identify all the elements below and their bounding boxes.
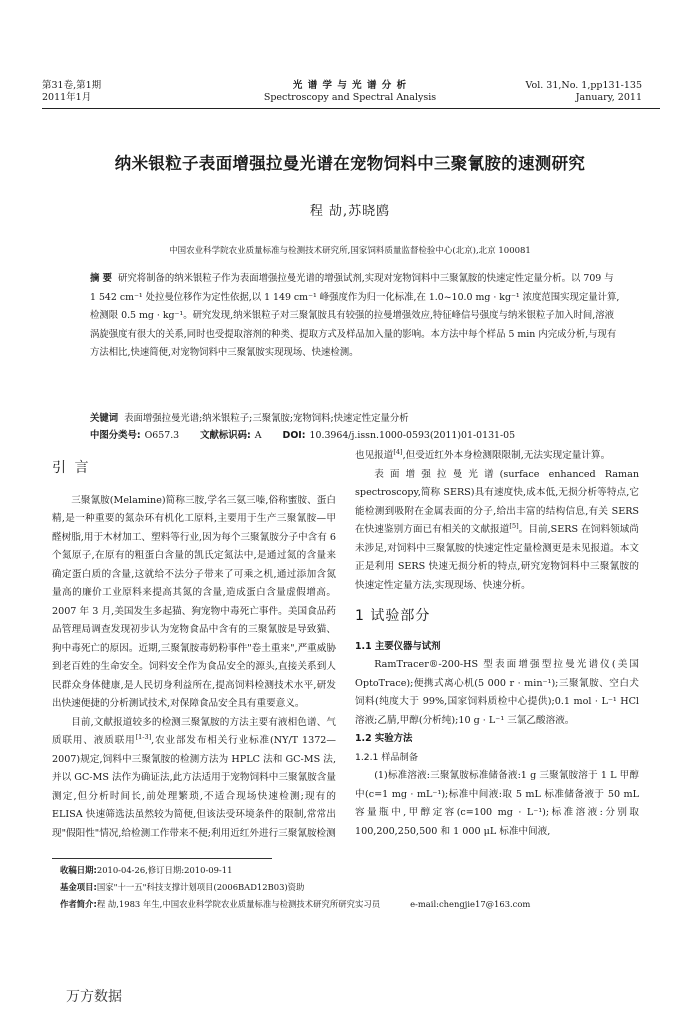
- footnote-fund: [60, 881, 660, 893]
- intro-cont-text-a: 也见报道: [355, 450, 394, 461]
- intro-paragraph-1: [52, 492, 336, 714]
- citation-5[interactable]: [5]: [509, 521, 519, 530]
- intro-paragraph-continued: [355, 447, 639, 466]
- header-rule: [42, 108, 660, 109]
- citation-4[interactable]: [4]: [393, 447, 403, 456]
- sers-paragraph-text-a: 表面增强拉曼光谱(surface enhanced Raman spectroscopy,简称 SERS)具有速度快,成本低,无损分析等特点,它能检测到吸附在金属表面的分子,给出丰富的结构信息,有关 SERS 在快速鉴别方面已有相关的文献报道: [355, 468, 639, 535]
- paper-affiliation: 中国农业科学院农业质量标准与检测技术研究所,国家饲料质量监督检验中心(北京),北京 100081: [169, 246, 531, 256]
- section-heading-experimental: 1 试验部分: [355, 608, 431, 624]
- abstract-label: 摘 要: [90, 273, 113, 284]
- abstract-text: 研究将制备的纳米银粒子作为表面增强拉曼光谱的增强试剂,实现对宠物饲料中三聚氰胺的快速定性定量分析。以 709 与 1 542 cm⁻¹ 处拉曼位移作为定性依据,以 1 149 cm⁻¹ 峰强度作为归一化标准,在 1.0~10.0 mg · kg⁻¹ 浓度范围实现定量计算,检测限 0.5 mg · kg⁻¹。研究发现,纳米银粒子对三聚氰胺具有较强的拉曼增强效应,特征峰信号强度与纳米银粒子加入时间,溶液涡旋强度有很大的关系,同时也受提取溶剂的种类、提取方式及样品加入量的影响。本方法中每个样品 5 min 内完成分析,与现有方法相比,快速简便,对宠物饲料中三聚氰胺实现现场、快速检测。: [90, 273, 620, 359]
- author-text: 程 劼,1983 年生,中国农业科学院农业质量标准与检测技术研究所研究实习员: [96, 899, 381, 909]
- header-volume-cn: 第31卷,第1期: [42, 80, 102, 91]
- intro-paragraph-2: [52, 714, 336, 844]
- left-column: [52, 447, 336, 843]
- section-heading-introduction: 引 言: [52, 460, 91, 476]
- fund-text: 国家"十一五"科技支撑计划项目(2006BAD12B03)资助: [96, 882, 305, 892]
- keywords-label: 关键词: [90, 413, 119, 424]
- header-date-en: January, 2011: [575, 92, 642, 103]
- abstract: [90, 270, 620, 363]
- footnote-received: [60, 864, 660, 876]
- intro-paragraph-2-text-b: ,农业部发布相关行业标准(NY/T 1372—2007)规定,饲料中三聚氰胺的检测方法为 HPLC 法和 GC-MS 法,并以 GC-MS 法作为确证法,此方法适用于宠物饲料中三聚氰胺含量测定,但分析时间长,前处理繁琐,不适合现场快速检测;现有的 ELISA 快速筛选法虽然较为简便,但该法受环境条件的限制,常常出现"假阳性"情况,给检测工作带来不便;利用近红外进行三聚氰胺检测: [52, 735, 336, 839]
- intro-paragraph-2-text-a: 目前,文献报道较多的检测三聚氰胺的方法主要有液相色谱、气质联用、液质联用: [52, 716, 336, 746]
- paper-title: 纳米银粒子表面增强拉曼光谱在宠物饲料中三聚氰胺的速测研究: [114, 154, 586, 173]
- instruments-paragraph: RamTracer®-200-HS 型表面增强型拉曼光谱仪(美国 OptoTrace);便携式离心机(5 000 r · min⁻¹);三聚氰胺、空白犬饲料(纯度大于 99%,国家饲料质检中心提供);0.1 mol · L⁻¹ HCl 溶液;乙腈,甲醇(分析纯);10 g · L⁻¹ 三氯乙酸溶液。: [355, 659, 639, 726]
- received-label: 收稿日期:: [60, 865, 97, 875]
- sers-paragraph-text-b: 。目前,SERS 在饲料领域尚未涉足,对饲料中三聚氰胺的快速定性定量检测更是未见报道。本文正是利用 SERS 快速无损分析的特点,研究宠物饲料中三聚氰胺的快速定性定量方法,实现现场、快速分析。: [355, 524, 639, 591]
- sers-paragraph: [355, 466, 639, 596]
- intro-cont-text-b: ,但受近红外本身检测限限制,无法实现定量计算。: [402, 450, 611, 461]
- citation-1-3[interactable]: [1-3]: [135, 732, 152, 741]
- doc-code-label: 文献标识码:: [200, 430, 251, 441]
- received-text: 2010-04-26,修订日期:2010-09-11: [96, 865, 233, 875]
- header-issue: [525, 80, 642, 104]
- header-journal-en: Spectroscopy and Spectral Analysis: [263, 92, 437, 103]
- intro-paragraph-1-text: 三聚氰胺(Melamine)简称三胺,学名三氨三嗪,俗称蜜胺、蛋白精,是一种重要的氮杂环有机化工原料,主要用于生产三聚氰胺—甲醛树脂,用于木材加工、塑料等行业,因为每个三聚氰胺分子中含有 6 个氮原子,在原有的粗蛋白含量的凯氏定氮法中,是通过氮的含量来确定蛋白质的含量,这就给不法分子带来了可乘之机,通过添加含氮量高的廉价工业原料来提高其氮的含量,造成蛋白含量虚假增高。2007 年 3 月,美国发生多起猫、狗宠物中毒死亡事件。美国食品药品管理局调查发现初步认为宠物食品中含有的三聚氰胺是导致猫、狗中毒死亡的原因。近期,三聚氰胺毒奶粉事件"卷土重来",严重威胁到老百姓的生命安全。饲料安全作为食品安全的源头,直接关系到人民群众身体健康,是人民切身利益所在,提高饲料检测技术水平,研发出快速便捷的分析测试技术,对保障食品安全具有重要意义。: [52, 494, 336, 709]
- keywords: [90, 411, 620, 426]
- subsection-heading-instruments: 1.1 主要仪器与试剂: [355, 640, 441, 652]
- doi-value: 10.3964/j.issn.1000-0593(2011)01-0131-05: [309, 430, 516, 441]
- paper-authors: 程 劼,苏晓鸥: [309, 204, 391, 219]
- right-column: [355, 447, 639, 841]
- watermark: 万方数据: [66, 989, 122, 1005]
- author-email[interactable]: e-mail:chengjie17@163.com: [410, 899, 531, 909]
- classification-line: [90, 428, 630, 443]
- clc-label: 中图分类号:: [90, 430, 141, 441]
- author-label: 作者简介:: [60, 899, 97, 909]
- header-volume-en: Vol. 31,No. 1,pp131-135: [525, 80, 642, 91]
- sample-prep-paragraph: (1)标准溶液:三聚氰胺标准储备液:1 g 三聚氰胺溶于 1 L 甲醇中(c=1 mg · mL⁻¹);标准中间液:取 5 mL 标准储备液于 50 mL 容量瓶中,甲醇定容(c=100 mg · L⁻¹);标准溶液:分别取 100,200,250,500 和 1 000 μL 标准中间液,: [355, 770, 639, 837]
- doc-code-value: A: [254, 430, 262, 441]
- subsubsection-heading-sample-prep: 1.2.1 样品制备: [355, 751, 419, 763]
- fund-label: 基金项目:: [60, 882, 97, 892]
- keywords-text: 表面增强拉曼光谱;纳米银粒子;三聚氰胺;宠物饲料;快速定性定量分析: [124, 413, 409, 424]
- footnote-rule: [52, 858, 272, 859]
- subsection-heading-methods: 1.2 实验方法: [355, 733, 413, 744]
- header-journal-cn: 光 谱 学 与 光 谱 分 析: [292, 80, 408, 91]
- header-date-cn: 2011年1月: [42, 92, 92, 103]
- clc-value: O657.3: [144, 430, 180, 441]
- footnote-author: [60, 898, 660, 910]
- doi-label: DOI:: [282, 430, 306, 441]
